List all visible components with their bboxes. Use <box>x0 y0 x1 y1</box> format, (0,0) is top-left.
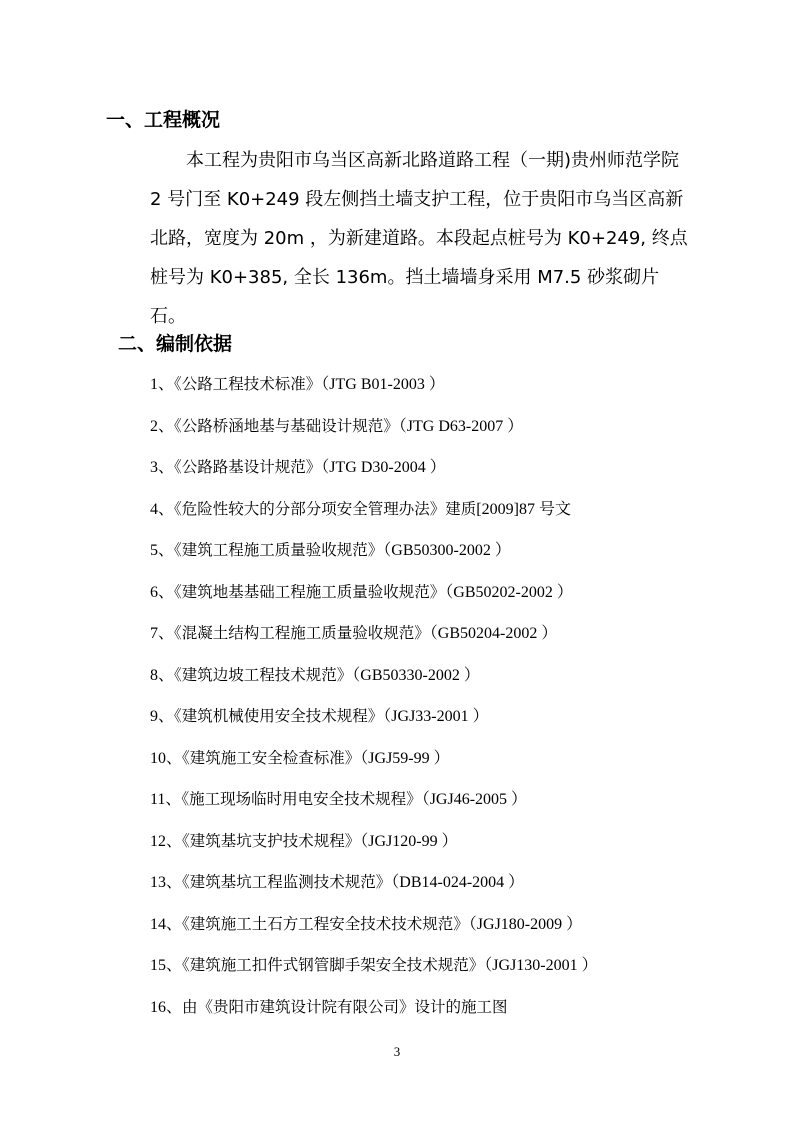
reference-title: 《建筑基坑工程监测技术规范》 <box>182 873 392 891</box>
reference-item <box>150 414 598 456</box>
reference-item <box>150 663 598 705</box>
reference-code: （JTG B01-2003 ） <box>321 376 445 393</box>
reference-title: 《公路路基设计规范》 <box>174 458 322 476</box>
reference-item <box>150 621 598 663</box>
reference-title: 《公路桥涵地基与基础设计规范》 <box>174 416 399 435</box>
reference-number: 14、 <box>150 915 183 933</box>
reference-title: 《施工现场临时用电安全技术规程》 <box>181 790 422 808</box>
reference-number: 11、 <box>150 791 182 808</box>
reference-code: （JGJ46-2005 ） <box>421 791 528 808</box>
reference-code: （JGJ180-2009 ） <box>468 915 583 933</box>
reference-number: 5、 <box>150 542 175 559</box>
reference-title: 《建筑施工扣件式钢管脚手架安全技术规范》 <box>182 956 485 974</box>
reference-item <box>150 580 598 622</box>
reference-number: 4、 <box>150 500 175 518</box>
reference-code: （JTG D30-2004 ） <box>321 459 446 476</box>
reference-item <box>150 787 598 829</box>
reference-title: 《混凝土结构工程施工质量验收规范》 <box>174 624 430 642</box>
reference-code: （GB50204-2002 ） <box>429 625 558 642</box>
reference-number: 16、 <box>150 998 183 1016</box>
reference-number: 2、 <box>150 417 175 435</box>
reference-code: （GB50202-2002 ） <box>445 583 573 601</box>
reference-code: [2009]87 号文 <box>476 500 571 518</box>
reference-title: 《建筑边坡工程技术规范》 <box>174 665 353 684</box>
reference-number: 7、 <box>150 625 175 642</box>
reference-list <box>150 372 598 1036</box>
reference-item <box>150 372 598 414</box>
section-heading-basis: 二、编制依据 <box>118 333 233 355</box>
reference-number: 12、 <box>150 832 183 850</box>
reference-number: 15、 <box>150 957 183 974</box>
reference-code: （GB50330-2002 ） <box>352 666 480 684</box>
reference-title: 《危险性较大的分部分项安全管理办法》建质 <box>174 499 477 518</box>
reference-number: 10、 <box>150 749 183 767</box>
reference-item <box>150 497 598 539</box>
reference-code: （JGJ59-99 ） <box>360 749 450 767</box>
reference-code: （DB14-024-2004 ） <box>391 874 525 891</box>
section-heading-project-overview: 一、工程概况 <box>106 109 221 131</box>
reference-code: （JGJ33-2001 ） <box>383 708 489 725</box>
reference-title: 《建筑工程施工质量验收规范》 <box>174 541 384 559</box>
reference-title: 《建筑基坑支护技术规程》 <box>182 831 361 850</box>
reference-item <box>150 912 598 954</box>
reference-item <box>150 953 598 995</box>
reference-code: （JTG D63-2007 ） <box>398 417 524 435</box>
reference-item <box>150 870 598 912</box>
reference-number: 6、 <box>150 583 175 601</box>
reference-item <box>150 455 598 497</box>
reference-number: 9、 <box>150 708 175 725</box>
reference-title: 《公路工程技术标准》 <box>174 375 322 393</box>
reference-title: 由《贵阳市建筑设计院有限公司》设计的施工图 <box>182 997 508 1016</box>
page-number: 3 <box>393 1044 401 1059</box>
reference-item <box>150 538 598 580</box>
reference-code: （JGJ130-2001 ） <box>484 957 598 974</box>
reference-code: （GB50300-2002 ） <box>383 542 511 559</box>
project-overview-paragraph <box>150 141 690 336</box>
reference-title: 《建筑机械使用安全技术规程》 <box>174 707 384 725</box>
project-overview-text: 本工程为贵阳市乌当区高新北路道路工程（一期)贵州师范学院 2 号门至 K0+249 段左侧挡土墙支护工程，位于贵阳市乌当区高新北路，宽度为 20m ，为新建道路。本段起点桩号为 K0+249, 终点桩号为 K0+385, 全长 136m。挡土墙墙身采用 M7.5 砂浆砌片石。 <box>150 150 688 327</box>
reference-item <box>150 829 598 871</box>
reference-item <box>150 746 598 788</box>
reference-title: 《建筑施工安全检查标准》 <box>182 748 361 767</box>
reference-number: 8、 <box>150 666 175 684</box>
reference-number: 3、 <box>150 459 175 476</box>
reference-item <box>150 995 598 1037</box>
reference-title: 《建筑地基基础工程施工质量验收规范》 <box>174 582 446 601</box>
reference-number: 1、 <box>150 376 175 393</box>
reference-number: 13、 <box>150 874 183 891</box>
reference-title: 《建筑施工土石方工程安全技术技术规范》 <box>182 914 469 933</box>
reference-code: （JGJ120-99 ） <box>360 832 458 850</box>
reference-item <box>150 704 598 746</box>
